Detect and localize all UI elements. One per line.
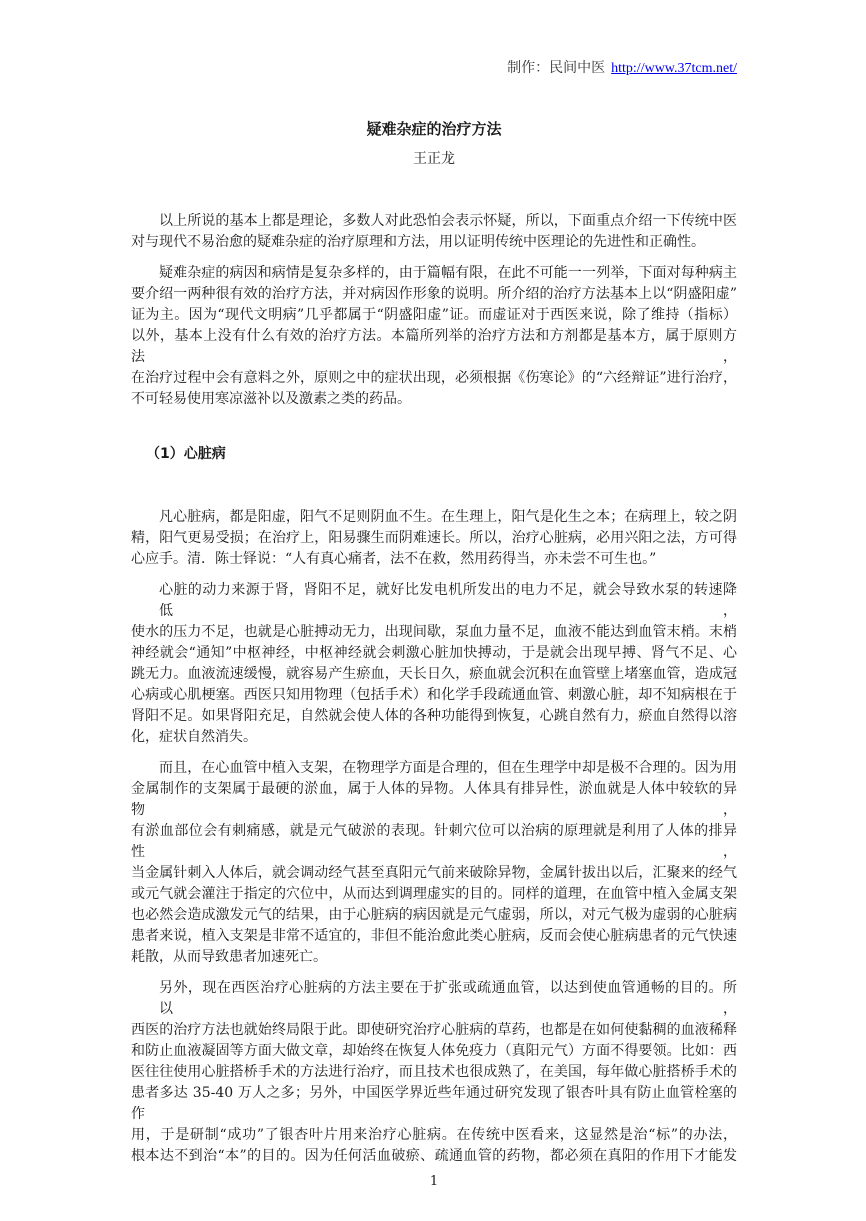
text-line: 疑难杂症的病因和病情是复杂多样的，由于篇幅有限，在此不可能一一列举，下面对每种病主 — [159, 265, 737, 281]
text-line: 以外，基本上没有什么有效的治疗方法。本篇所列举的治疗方法和方剂都是基本方，属于原则方法， — [131, 328, 737, 365]
text-line: 肾阳不足。如果肾阳充足，自然就会使人体的各种功能得到恢复，心跳自然有力，瘀血自然得以溶 — [131, 708, 737, 724]
text-line: 当金属针刺入人体后，就会调动经气甚至真阳元气前来破除异物，金属针拔出以后，汇聚来的经气 — [131, 865, 737, 881]
paragraph — [131, 507, 737, 570]
paragraph — [131, 978, 737, 1167]
text-line: 西医的治疗方法也就始终局限于此。即使研究治疗心脏病的草药，也都是在如何使黏稠的血液稀释 — [131, 1022, 737, 1038]
paragraph — [131, 580, 737, 748]
text-line: 而且，在心血管中植入支架，在物理学方面是合理的，但在生理学中却是极不合理的。因为用 — [159, 760, 737, 776]
document-author: 王正龙 — [413, 151, 455, 167]
text-line: 有淤血部位会有刺痛感，就是元气破淤的表现。针刺穴位可以治病的原理就是利用了人体的排异性， — [131, 823, 737, 860]
text-line: 对与现代不易治愈的疑难杂症的治疗原理和方法，用以证明传统中医理论的先进性和正确性。 — [131, 234, 705, 250]
paragraph — [131, 263, 737, 410]
page-number: 1 — [429, 1174, 439, 1189]
text-line: 要介绍一两种很有效的治疗方法，并对病因作形象的说明。所介绍的治疗方法基本上以“阴盛阳虚” — [131, 286, 737, 302]
document-title: 疑难杂症的治疗方法 — [366, 120, 502, 138]
text-line: 心病或心肌梗塞。西医只知用物理（包括手术）和化学手段疏通血管、刺激心脏，却不知病根在于 — [131, 687, 737, 703]
text-line: 神经就会“通知”中枢神经，中枢神经就会刺激心脏加快搏动，于是就会出现早搏、肾气不足、心 — [131, 645, 737, 661]
header-credit: 制作：民间中医 — [507, 60, 606, 76]
text-line: 化，症状自然消失。 — [131, 729, 257, 745]
text-line: 跳无力。血液流速缓慢，就容易产生瘀血，天长日久，瘀血就会沉积在血管壁上堵塞血管，造成冠 — [131, 666, 737, 682]
text-line: 心应手。清．陈士铎说：“人有真心痛者，法不在救，然用药得当，亦未尝不可生也。” — [131, 551, 657, 567]
text-line: 金属制作的支架属于最硬的淤血，属于人体的异物。人体具有排异性，淤血就是人体中较软的异物， — [131, 781, 737, 818]
text-line: 精，阳气更易受损；在治疗上，阳易骤生而阴难速长。所以，治疗心脏病，必用兴阳之法，方可得 — [131, 530, 737, 546]
text-line: 医往往使用心脏搭桥手术的方法进行治疗，而且技术也很成熟了，在美国，每年做心脏搭桥手术的 — [131, 1064, 737, 1080]
text-line: 患者多达 35-40 万人之多；另外，中国医学界近些年通过研究发现了银杏叶具有防止血管栓塞的作 — [131, 1085, 737, 1122]
text-line: 耗散，从而导致患者加速死亡。 — [131, 949, 327, 965]
text-line: 和防止血液凝固等方面大做文章，却始终在恢复人体免疫力（真阳元气）方面不得要领。比如：西 — [131, 1043, 737, 1059]
text-line: 证为主。因为“现代文明病”几乎都属于“阴盛阳虚”证。而虚证对于西医来说，除了维持（指标） — [131, 307, 737, 323]
website-link[interactable]: http://www.37tcm.net/ — [611, 61, 737, 76]
document-page — [131, 0, 737, 1221]
page-header — [131, 58, 737, 79]
section-heading: （1）心脏病 — [146, 446, 226, 462]
paragraph — [131, 211, 737, 253]
text-line: 凡心脏病，都是阳虚，阳气不足则阴血不生。在生理上，阳气是化生之本；在病理上，较之阴 — [159, 509, 737, 525]
text-line: 患者来说，植入支架是非常不适宜的，非但不能治愈此类心脏病，反而会使心脏病患者的元气快速 — [131, 928, 737, 944]
text-line: 另外，现在西医治疗心脏病的方法主要在于扩张或疏通血管，以达到使血管通畅的目的。所以， — [159, 980, 737, 1017]
text-line: 不可轻易使用寒凉滋补以及激素之类的药品。 — [131, 391, 411, 407]
text-line: 心脏的动力来源于肾，肾阳不足，就好比发电机所发出的电力不足，就会导致水泵的转速降低， — [159, 582, 737, 619]
text-line: 用，于是研制“成功”了银杏叶片用来治疗心脏病。在传统中医看来，这显然是治“标”的办法， — [131, 1127, 737, 1143]
text-line: 使水的压力不足，也就是心脏搏动无力，出现间歇，泵血力量不足，血液不能达到血管末梢。末梢 — [131, 624, 737, 640]
text-line: 也必然会造成激发元气的结果，由于心脏病的病因就是元气虚弱，所以，对元气极为虚弱的心脏病 — [131, 907, 737, 923]
text-line: 根本达不到治“本”的目的。因为任何活血破瘀、疏通血管的药物，都必须在真阳的作用下才能发 — [131, 1148, 737, 1164]
text-line: 或元气就会灌注于指定的穴位中，从而达到调理虚实的目的。同样的道理，在血管中植入金属支架 — [131, 886, 737, 902]
paragraph — [131, 758, 737, 968]
text-line: 在治疗过程中会有意料之外，原则之中的症状出现，必须根据《伤寒论》的“六经辩证”进行治疗， — [131, 370, 737, 386]
text-line: 以上所说的基本上都是理论，多数人对此恐怕会表示怀疑，所以，下面重点介绍一下传统中医 — [159, 213, 737, 229]
